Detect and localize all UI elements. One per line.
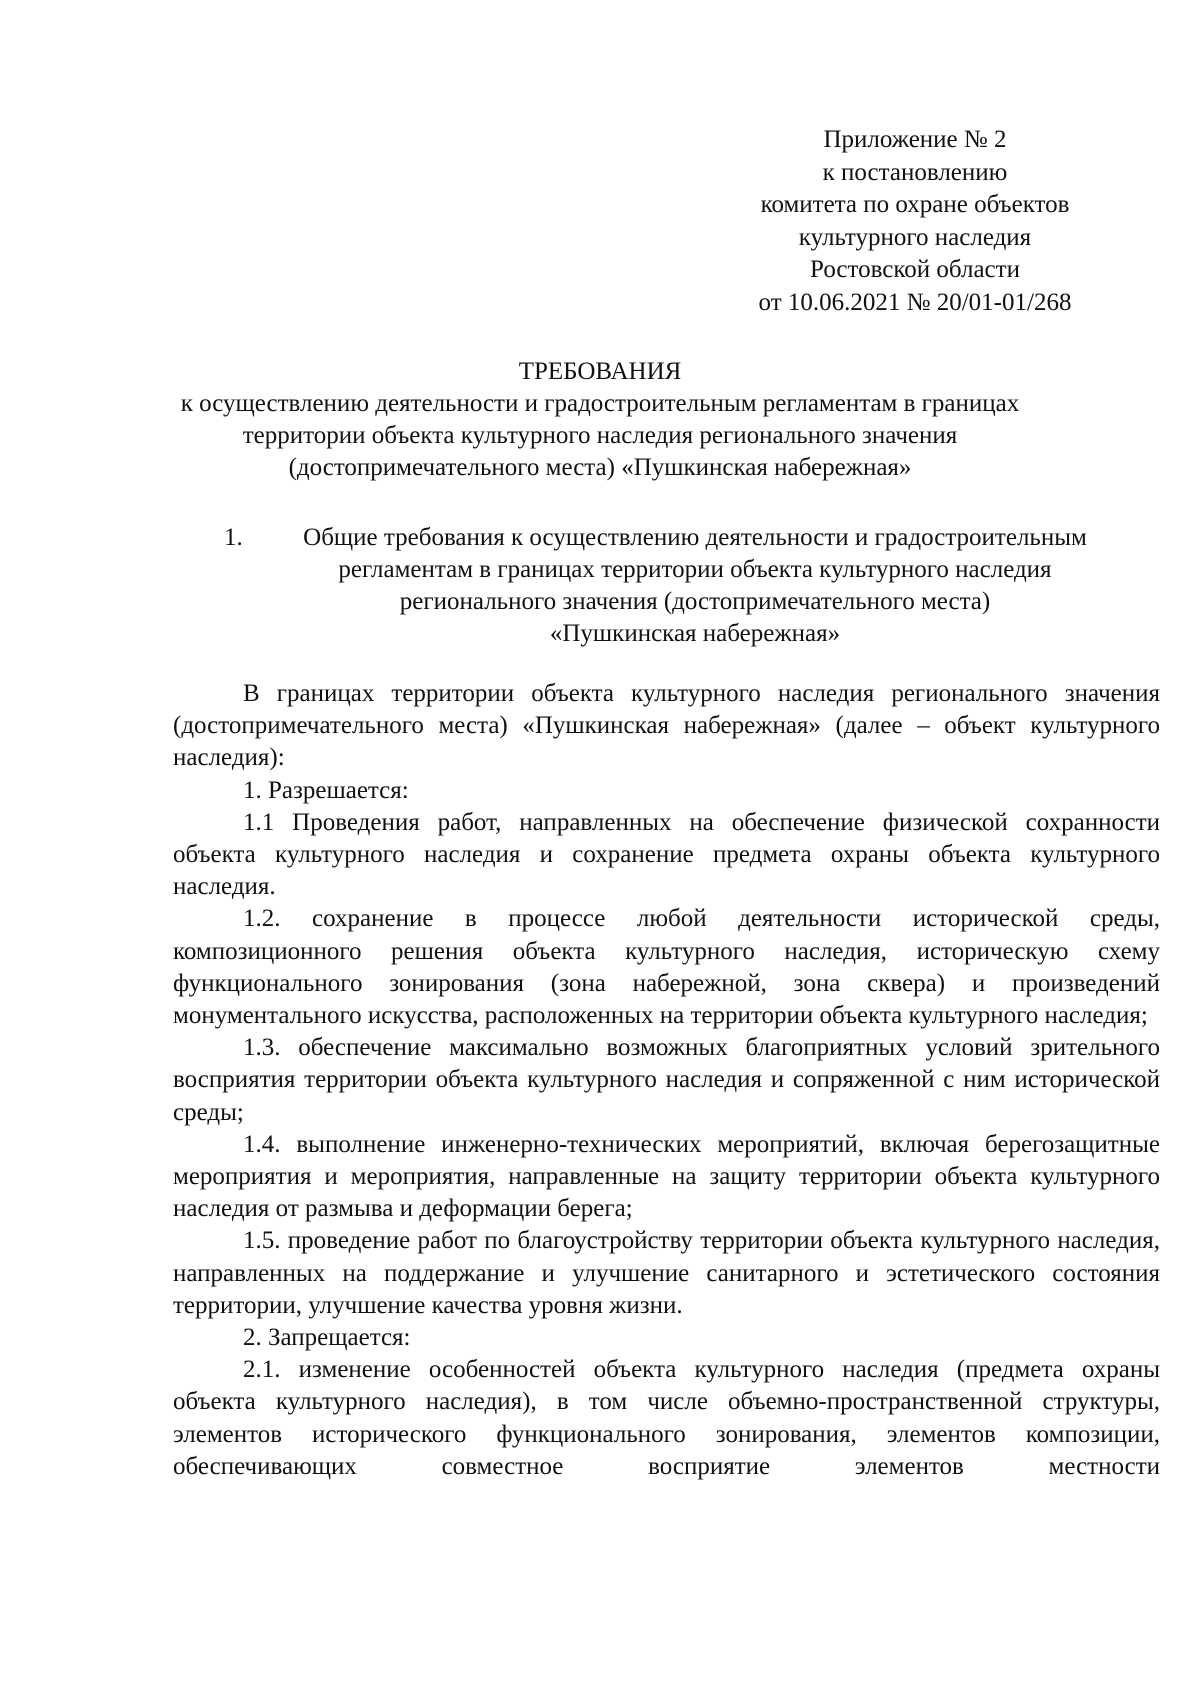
annex-region: Ростовской области — [810, 256, 1020, 284]
paragraph-1-2: 1.2. сохранение в процессе любой деятельности исторической среды, композиционного решения объекта культурного наследия, историческую схему функционального зонирования (зона набережной, зона сквера) и произведений монументального искусства, расположенных на территории объекта культурного наследия; — [173, 905, 1160, 1030]
paragraph-1-1: 1.1 Проведения работ, направленных на обеспечение физической сохранности объекта культурного наследия и сохранение предмета охраны объекта культурного наследия. — [173, 808, 1160, 901]
paragraph-1-4: 1.4. выполнение инженерно-технических мероприятий, включая берегозащитные мероприятия и мероприятия, направленные на защиту территории объекта культурного наследия от размыва и деформации берега; — [173, 1130, 1160, 1223]
title-heading: ТРЕБОВАНИЯ — [518, 358, 682, 385]
section-number: 1. — [224, 524, 243, 551]
paragraph-intro: В границах территории объекта культурного наследия регионального значения (достопримечательного места) «Пушкинская набережная» (далее – объект культурного наследия): — [173, 680, 1160, 772]
section-title-line: регламентам в границах территории объекта культурного наследия — [338, 556, 1052, 583]
annex-header — [700, 124, 1130, 320]
title-line: (достопримечательного места) «Пушкинская набережная» — [288, 454, 912, 481]
annex-resolution: к постановлению — [822, 158, 1008, 186]
document-body — [173, 678, 1160, 1483]
section-title-line: Общие требования к осуществлению деятельности и градостроительным — [303, 524, 1087, 551]
section-title-line: регионального значения (достопримечательного места) — [399, 588, 991, 615]
paragraph-2-1: 2.1. изменение особенностей объекта культурного наследия (предмета охраны объекта культурного наследия), в том числе объемно-пространственной структуры, элементов исторического функционального зонирования, элементов композиции, обеспечивающих совместное восприятие элементов местности — [173, 1356, 1160, 1480]
paragraph-1-5: 1.5. проведение работ по благоустройству территории объекта культурного наследия, направленных на поддержание и улучшение санитарного и эстетического состояния территории, улучшение качества уровня жизни. — [173, 1227, 1160, 1319]
title-line: к осуществлению деятельности и градостроительным регламентам в границах — [180, 390, 1020, 417]
document-title — [150, 356, 1050, 484]
annex-number: Приложение № 2 — [823, 126, 1007, 153]
annex-committee: комитета по охране объектов — [760, 191, 1070, 219]
section-title-line: «Пушкинская набережная» — [549, 620, 841, 647]
annex-heritage: культурного наследия — [798, 223, 1032, 251]
paragraph-allowed: 1. Разрешается: — [243, 776, 409, 804]
paragraph-prohibited: 2. Запрещается: — [243, 1324, 411, 1352]
title-line: территории объекта культурного наследия регионального значения — [242, 422, 958, 449]
paragraph-1-3: 1.3. обеспечение максимально возможных благоприятных условий зрительного восприятия территории объекта культурного наследия и сопряженной с ним исторической среды; — [173, 1034, 1160, 1126]
annex-date-number: от 10.06.2021 № 20/01-01/268 — [758, 288, 1072, 316]
